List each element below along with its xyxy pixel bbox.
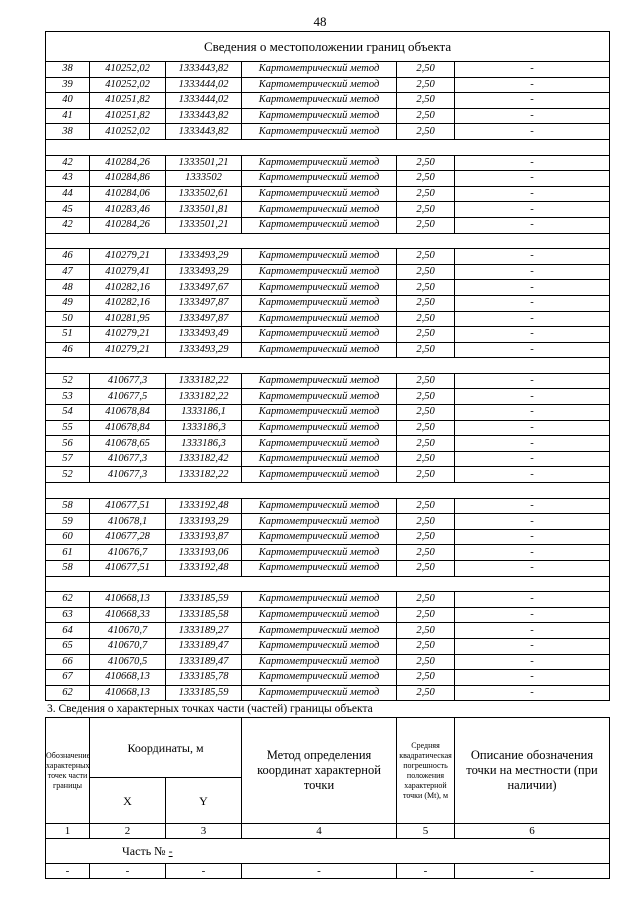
table-row — [46, 108, 610, 124]
method: Картометрический метод — [242, 124, 397, 140]
part-label: Часть № — [122, 843, 166, 858]
table-row — [46, 607, 610, 623]
y-coordinate: 1333185,59 — [166, 592, 242, 608]
y-coordinate: 1333497,67 — [166, 280, 242, 296]
table-row — [46, 124, 610, 140]
y-coordinate: 1333443,82 — [166, 62, 242, 78]
y-coordinate: 1333502,61 — [166, 186, 242, 202]
accuracy: 2,50 — [397, 592, 455, 608]
description: - — [455, 467, 610, 483]
description: - — [455, 186, 610, 202]
y-coordinate: 1333444,02 — [166, 93, 242, 109]
method: Картометрический метод — [242, 249, 397, 265]
x-coordinate: 410677,3 — [90, 373, 166, 389]
y-coordinate: 1333502 — [166, 171, 242, 187]
table-row — [46, 155, 610, 171]
accuracy: 2,50 — [397, 389, 455, 405]
accuracy: 2,50 — [397, 373, 455, 389]
y-coordinate: 1333185,78 — [166, 670, 242, 686]
y-coordinate: 1333192,48 — [166, 498, 242, 514]
y-coordinate: 1333182,22 — [166, 389, 242, 405]
table-row — [46, 373, 610, 389]
table-row — [46, 436, 610, 452]
table-row — [46, 186, 610, 202]
point-number: 48 — [46, 280, 90, 296]
accuracy: 2,50 — [397, 638, 455, 654]
accuracy: 2,50 — [397, 280, 455, 296]
group-separator — [46, 139, 610, 155]
table-row — [46, 342, 610, 358]
method: Картометрический метод — [242, 405, 397, 421]
x-coordinate: 410283,46 — [90, 202, 166, 218]
accuracy: 2,50 — [397, 124, 455, 140]
method: Картометрический метод — [242, 93, 397, 109]
y-coordinate: 1333497,87 — [166, 311, 242, 327]
table-row — [46, 389, 610, 405]
x-coordinate: 410678,84 — [90, 405, 166, 421]
accuracy: 2,50 — [397, 327, 455, 343]
point-number: 62 — [46, 685, 90, 701]
table-row — [46, 638, 610, 654]
y-coordinate: 1333185,59 — [166, 685, 242, 701]
accuracy: 2,50 — [397, 264, 455, 280]
point-number: 55 — [46, 420, 90, 436]
accuracy-header: Средняя квадратическая погрешность положения характерной точки (Mt), м — [397, 718, 455, 824]
accuracy: 2,50 — [397, 670, 455, 686]
accuracy: 2,50 — [397, 405, 455, 421]
col-number: 4 — [242, 824, 397, 839]
x-coordinate: 410251,82 — [90, 108, 166, 124]
method: Картометрический метод — [242, 389, 397, 405]
point-number: 58 — [46, 561, 90, 577]
point-number: 52 — [46, 373, 90, 389]
point-number: 47 — [46, 264, 90, 280]
y-coordinate: 1333189,27 — [166, 623, 242, 639]
method: Картометрический метод — [242, 670, 397, 686]
accuracy: 2,50 — [397, 420, 455, 436]
y-coordinate: 1333182,22 — [166, 373, 242, 389]
method: Картометрический метод — [242, 373, 397, 389]
description: - — [455, 155, 610, 171]
group-separator — [46, 233, 610, 249]
x-coordinate: 410677,3 — [90, 467, 166, 483]
accuracy: 2,50 — [397, 202, 455, 218]
boundary-coordinates-table — [45, 31, 610, 701]
description: - — [455, 373, 610, 389]
point-number: 61 — [46, 545, 90, 561]
empty-cell: - — [166, 864, 242, 879]
col-number: 3 — [166, 824, 242, 839]
method: Картометрический метод — [242, 342, 397, 358]
description: - — [455, 295, 610, 311]
accuracy: 2,50 — [397, 295, 455, 311]
accuracy: 2,50 — [397, 342, 455, 358]
method: Картометрический метод — [242, 592, 397, 608]
method: Картометрический метод — [242, 77, 397, 93]
y-coordinate: 1333193,06 — [166, 545, 242, 561]
boundary-sheet — [45, 31, 609, 879]
accuracy: 2,50 — [397, 186, 455, 202]
section-3-title: 3. Сведения о характерных точках части (частей) границы объекта — [47, 703, 373, 716]
x-coordinate: 410668,13 — [90, 592, 166, 608]
method: Картометрический метод — [242, 62, 397, 78]
table-row — [46, 249, 610, 265]
table-row — [46, 654, 610, 670]
description: - — [455, 529, 610, 545]
y-coordinate: 1333185,58 — [166, 607, 242, 623]
separator-cell — [46, 483, 610, 499]
y-coordinate: 1333443,82 — [166, 124, 242, 140]
method: Картометрический метод — [242, 529, 397, 545]
x-coordinate: 410279,41 — [90, 264, 166, 280]
x-coordinate: 410670,5 — [90, 654, 166, 670]
x-coordinate: 410677,28 — [90, 529, 166, 545]
description: - — [455, 638, 610, 654]
x-coordinate: 410252,02 — [90, 77, 166, 93]
x-coordinate: 410282,16 — [90, 295, 166, 311]
method: Картометрический метод — [242, 451, 397, 467]
table-row — [46, 311, 610, 327]
accuracy: 2,50 — [397, 311, 455, 327]
part-points-table — [45, 717, 610, 879]
group-separator — [46, 576, 610, 592]
table-row — [46, 217, 610, 233]
method: Картометрический метод — [242, 420, 397, 436]
point-number: 67 — [46, 670, 90, 686]
description: - — [455, 654, 610, 670]
x-coordinate: 410677,51 — [90, 498, 166, 514]
table-row — [46, 545, 610, 561]
y-coordinate: 1333501,21 — [166, 155, 242, 171]
x-coordinate: 410252,02 — [90, 62, 166, 78]
empty-cell: - — [242, 864, 397, 879]
x-coordinate: 410677,5 — [90, 389, 166, 405]
x-coordinate: 410282,16 — [90, 280, 166, 296]
description: - — [455, 108, 610, 124]
method: Картометрический метод — [242, 217, 397, 233]
x-coordinate: 410279,21 — [90, 249, 166, 265]
x-coordinate: 410284,26 — [90, 217, 166, 233]
table-row — [46, 264, 610, 280]
y-coordinate: 1333493,29 — [166, 249, 242, 265]
col-number: 5 — [397, 824, 455, 839]
x-coordinate: 410284,06 — [90, 186, 166, 202]
method: Картометрический метод — [242, 327, 397, 343]
method: Картометрический метод — [242, 623, 397, 639]
table-row — [46, 529, 610, 545]
accuracy: 2,50 — [397, 545, 455, 561]
point-number: 65 — [46, 638, 90, 654]
y-coordinate: 1333189,47 — [166, 638, 242, 654]
y-header: Y — [166, 778, 242, 824]
method: Картометрический метод — [242, 436, 397, 452]
method: Картометрический метод — [242, 638, 397, 654]
table-row — [46, 592, 610, 608]
group-separator — [46, 483, 610, 499]
description: - — [455, 171, 610, 187]
accuracy: 2,50 — [397, 607, 455, 623]
method: Картометрический метод — [242, 295, 397, 311]
separator-cell — [46, 139, 610, 155]
x-coordinate: 410677,51 — [90, 561, 166, 577]
separator-cell — [46, 576, 610, 592]
accuracy: 2,50 — [397, 217, 455, 233]
table-row — [46, 561, 610, 577]
y-coordinate: 1333501,81 — [166, 202, 242, 218]
description: - — [455, 202, 610, 218]
method: Картометрический метод — [242, 202, 397, 218]
point-number: 66 — [46, 654, 90, 670]
x-coordinate: 410670,7 — [90, 623, 166, 639]
method: Картометрический метод — [242, 171, 397, 187]
accuracy: 2,50 — [397, 467, 455, 483]
point-number: 39 — [46, 77, 90, 93]
page-number: 48 — [313, 14, 327, 29]
method-header: Метод определения координат характерной точки — [242, 718, 397, 824]
accuracy: 2,50 — [397, 561, 455, 577]
description: - — [455, 124, 610, 140]
method: Картометрический метод — [242, 467, 397, 483]
description: - — [455, 327, 610, 343]
point-number: 56 — [46, 436, 90, 452]
point-number: 50 — [46, 311, 90, 327]
y-coordinate: 1333444,02 — [166, 77, 242, 93]
method: Картометрический метод — [242, 545, 397, 561]
accuracy: 2,50 — [397, 498, 455, 514]
description: - — [455, 420, 610, 436]
method: Картометрический метод — [242, 607, 397, 623]
point-number: 43 — [46, 171, 90, 187]
table-row — [46, 93, 610, 109]
accuracy: 2,50 — [397, 108, 455, 124]
x-coordinate: 410284,26 — [90, 155, 166, 171]
table-row — [46, 295, 610, 311]
empty-cell: - — [46, 864, 90, 879]
accuracy: 2,50 — [397, 514, 455, 530]
separator-cell — [46, 233, 610, 249]
table-row — [46, 420, 610, 436]
x-coordinate: 410677,3 — [90, 451, 166, 467]
point-number: 45 — [46, 202, 90, 218]
point-number: 64 — [46, 623, 90, 639]
table-row — [46, 405, 610, 421]
table-row — [46, 77, 610, 93]
x-coordinate: 410279,21 — [90, 342, 166, 358]
description: - — [455, 514, 610, 530]
description: - — [455, 498, 610, 514]
part-row — [46, 839, 610, 864]
description: - — [455, 623, 610, 639]
x-coordinate: 410668,33 — [90, 607, 166, 623]
y-coordinate: 1333493,29 — [166, 342, 242, 358]
point-number: 46 — [46, 342, 90, 358]
accuracy: 2,50 — [397, 529, 455, 545]
y-coordinate: 1333186,3 — [166, 436, 242, 452]
table-title: Сведения о местоположении границ объекта — [46, 32, 610, 62]
point-number: 46 — [46, 249, 90, 265]
empty-cell: - — [397, 864, 455, 879]
point-number: 59 — [46, 514, 90, 530]
point-number: 51 — [46, 327, 90, 343]
x-coordinate: 410251,82 — [90, 93, 166, 109]
description: - — [455, 607, 610, 623]
description: - — [455, 545, 610, 561]
point-number: 63 — [46, 607, 90, 623]
point-number: 40 — [46, 93, 90, 109]
table-row — [46, 280, 610, 296]
col-number: 2 — [90, 824, 166, 839]
method: Картометрический метод — [242, 685, 397, 701]
method: Картометрический метод — [242, 264, 397, 280]
description: - — [455, 685, 610, 701]
method: Картометрический метод — [242, 654, 397, 670]
y-coordinate: 1333189,47 — [166, 654, 242, 670]
point-number: 42 — [46, 217, 90, 233]
point-number: 49 — [46, 295, 90, 311]
description: - — [455, 93, 610, 109]
y-coordinate: 1333182,42 — [166, 451, 242, 467]
description: - — [455, 670, 610, 686]
table-row — [46, 467, 610, 483]
description-header: Описание обозначения точки на местности (при наличии) — [455, 718, 610, 824]
x-coordinate: 410678,65 — [90, 436, 166, 452]
point-number: 53 — [46, 389, 90, 405]
x-coordinate: 410284,86 — [90, 171, 166, 187]
table-row — [46, 202, 610, 218]
separator-cell — [46, 358, 610, 374]
col1-header: Обозначение характерных точек части границы — [46, 718, 90, 824]
x-coordinate: 410668,13 — [90, 685, 166, 701]
description: - — [455, 264, 610, 280]
y-coordinate: 1333493,29 — [166, 264, 242, 280]
description: - — [455, 249, 610, 265]
accuracy: 2,50 — [397, 171, 455, 187]
point-number: 42 — [46, 155, 90, 171]
table-row — [46, 685, 610, 701]
method: Картометрический метод — [242, 498, 397, 514]
accuracy: 2,50 — [397, 623, 455, 639]
coords-header: Координаты, м — [90, 718, 242, 778]
point-number: 38 — [46, 124, 90, 140]
y-coordinate: 1333501,21 — [166, 217, 242, 233]
table-row — [46, 623, 610, 639]
description: - — [455, 217, 610, 233]
point-number: 38 — [46, 62, 90, 78]
point-number: 41 — [46, 108, 90, 124]
description: - — [455, 280, 610, 296]
point-number: 52 — [46, 467, 90, 483]
description: - — [455, 62, 610, 78]
description: - — [455, 451, 610, 467]
group-separator — [46, 358, 610, 374]
point-number: 57 — [46, 451, 90, 467]
method: Картометрический метод — [242, 108, 397, 124]
y-coordinate: 1333186,1 — [166, 405, 242, 421]
table-row — [46, 670, 610, 686]
method: Картометрический метод — [242, 311, 397, 327]
y-coordinate: 1333443,82 — [166, 108, 242, 124]
point-number: 44 — [46, 186, 90, 202]
x-coordinate: 410279,21 — [90, 327, 166, 343]
table-row — [46, 451, 610, 467]
point-number: 58 — [46, 498, 90, 514]
x-coordinate: 410678,1 — [90, 514, 166, 530]
col-number: 6 — [455, 824, 610, 839]
y-coordinate: 1333193,29 — [166, 514, 242, 530]
description: - — [455, 389, 610, 405]
point-number: 60 — [46, 529, 90, 545]
table-row — [46, 514, 610, 530]
method: Картометрический метод — [242, 155, 397, 171]
accuracy: 2,50 — [397, 249, 455, 265]
accuracy: 2,50 — [397, 451, 455, 467]
x-header: X — [90, 778, 166, 824]
method: Картометрический метод — [242, 561, 397, 577]
accuracy: 2,50 — [397, 654, 455, 670]
accuracy: 2,50 — [397, 155, 455, 171]
method: Картометрический метод — [242, 280, 397, 296]
x-coordinate: 410670,7 — [90, 638, 166, 654]
x-coordinate: 410252,02 — [90, 124, 166, 140]
x-coordinate: 410676,7 — [90, 545, 166, 561]
table-row — [46, 171, 610, 187]
method: Картометрический метод — [242, 186, 397, 202]
x-coordinate: 410281,95 — [90, 311, 166, 327]
description: - — [455, 561, 610, 577]
accuracy: 2,50 — [397, 77, 455, 93]
y-coordinate: 1333192,48 — [166, 561, 242, 577]
y-coordinate: 1333182,22 — [166, 467, 242, 483]
accuracy: 2,50 — [397, 685, 455, 701]
point-number: 54 — [46, 405, 90, 421]
description: - — [455, 77, 610, 93]
accuracy: 2,50 — [397, 436, 455, 452]
empty-cell: - — [455, 864, 610, 879]
y-coordinate: 1333186,3 — [166, 420, 242, 436]
description: - — [455, 311, 610, 327]
x-coordinate: 410678,84 — [90, 420, 166, 436]
empty-cell: - — [90, 864, 166, 879]
method: Картометрический метод — [242, 514, 397, 530]
point-number: 62 — [46, 592, 90, 608]
table-row — [46, 498, 610, 514]
accuracy: 2,50 — [397, 62, 455, 78]
part-value: - — [168, 843, 173, 858]
description: - — [455, 405, 610, 421]
accuracy: 2,50 — [397, 93, 455, 109]
y-coordinate: 1333497,87 — [166, 295, 242, 311]
y-coordinate: 1333493,49 — [166, 327, 242, 343]
y-coordinate: 1333193,87 — [166, 529, 242, 545]
table-row — [46, 62, 610, 78]
x-coordinate: 410668,13 — [90, 670, 166, 686]
description: - — [455, 342, 610, 358]
table-row — [46, 327, 610, 343]
description: - — [455, 592, 610, 608]
description: - — [455, 436, 610, 452]
col-number: 1 — [46, 824, 90, 839]
